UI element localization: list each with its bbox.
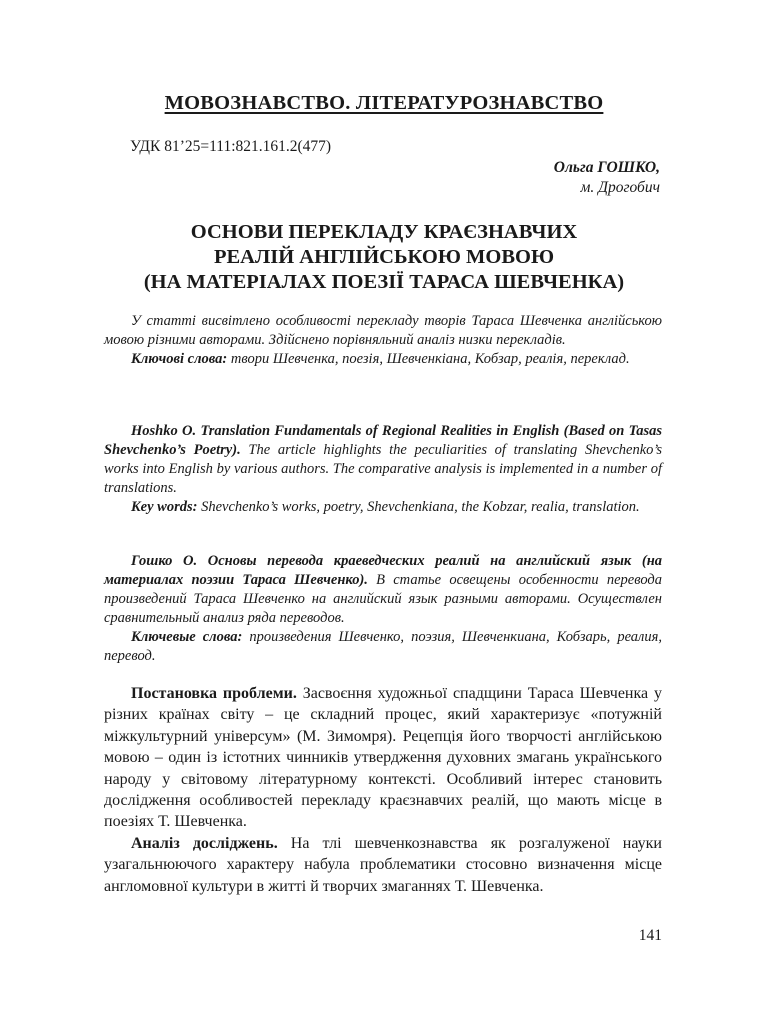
abstract-english (104, 422, 662, 517)
section-heading: МОВОЗНАВСТВО. ЛІТЕРАТУРОЗНАВСТВО (164, 92, 604, 114)
abstract-ru-keywords (104, 628, 662, 666)
author-name: Ольга ГОШКО, (553, 159, 660, 176)
keywords-label: Key words: (131, 499, 198, 515)
paragraph-problem (104, 683, 662, 833)
abstract-en-body: The article highlights the peculiarities of translating Shevchenko’s works into English by various authors. The comparative analysis is implemented in a number of translations. (104, 442, 662, 496)
abstract-ukrainian (104, 312, 662, 369)
page-number: 141 (638, 927, 662, 944)
keywords-list: произведения Шевченко, поэзия, Шевченкиана, Кобзарь, реалия, перевод. (104, 629, 662, 664)
author-city: м. Дрогобич (580, 179, 660, 196)
keywords-list: Shevchenko’s works, poetry, Shevchenkiana, the Kobzar, realia, translation. (197, 499, 640, 515)
paragraph-analysis (104, 833, 662, 897)
keywords-label: Ключові слова: (131, 351, 228, 367)
title-line-3: (НА МАТЕРІАЛАХ ПОЕЗІЇ ТАРАСА ШЕВЧЕНКА) (143, 271, 625, 293)
author-block (554, 158, 660, 198)
paragraph-lead: Постановка проблеми. (131, 685, 297, 702)
abstract-en-keywords (104, 498, 662, 517)
keywords-label: Ключевые слова: (131, 629, 243, 645)
abstract-en-text (104, 422, 662, 498)
abstract-ru-text (104, 552, 662, 628)
abstract-uk-keywords (104, 350, 662, 369)
abstract-uk-text: У статті висвітлено особливості перекладу творів Тараса Шевченка англійською мовою різними авторами. Здійснено порівняльний аналіз низки перекладів. (104, 313, 662, 348)
paragraph-text: Засвоєння художньої спадщини Тараса Шевченка у різних країнах світу – це складний процес, який характеризує «потужній міжкультурний універсум» (М. Зимомря). Рецепція його творчості англійською мовою – один із істотних чинників утвердження духовних змагань українського народу у світовому літературному контексті. Особливий інтерес становить дослідження особливостей перекладу краєзнавчих реалій, що мають місце в поезіях Т. Шевченка. (104, 685, 662, 831)
title-line-1: ОСНОВИ ПЕРЕКЛАДУ КРАЄЗНАВЧИХ (190, 221, 578, 243)
abstract-ru-body: В статье освещены особенности перевода произведений Тараса Шевченко на английский язык разными авторами. Осуществлен сравнительный анализ ряда переводов. (104, 572, 662, 626)
body-text (104, 683, 662, 897)
udc-code: УДК 81’25=111:821.161.2(477) (130, 138, 332, 155)
article-title (100, 220, 668, 295)
paragraph-text: На тлі шевченкознавства як розгалуженої науки узагальнюючого характеру набула проблематики стосовно визначення місце англомовної культури в житті й творчих змаганнях Т. Шевченка. (104, 834, 662, 895)
keywords-list: твори Шевченка, поезія, Шевченкіана, Кобзар, реалія, переклад. (227, 351, 630, 367)
abstract-ru-lead: Гошко О. Основы перевода краеведческих реалий на английский язык (на материалах поэзии Тараса Шевченко). (104, 553, 662, 588)
title-line-2: РЕАЛІЙ АНГЛІЙСЬКОЮ МОВОЮ (213, 246, 555, 268)
abstract-russian (104, 552, 662, 666)
abstract-en-lead: Hoshko O. Translation Fundamentals of Regional Realities in English (Based on Tasas Shevchenko’s Poetry). (104, 423, 662, 458)
paragraph-lead: Аналіз досліджень. (131, 834, 278, 852)
